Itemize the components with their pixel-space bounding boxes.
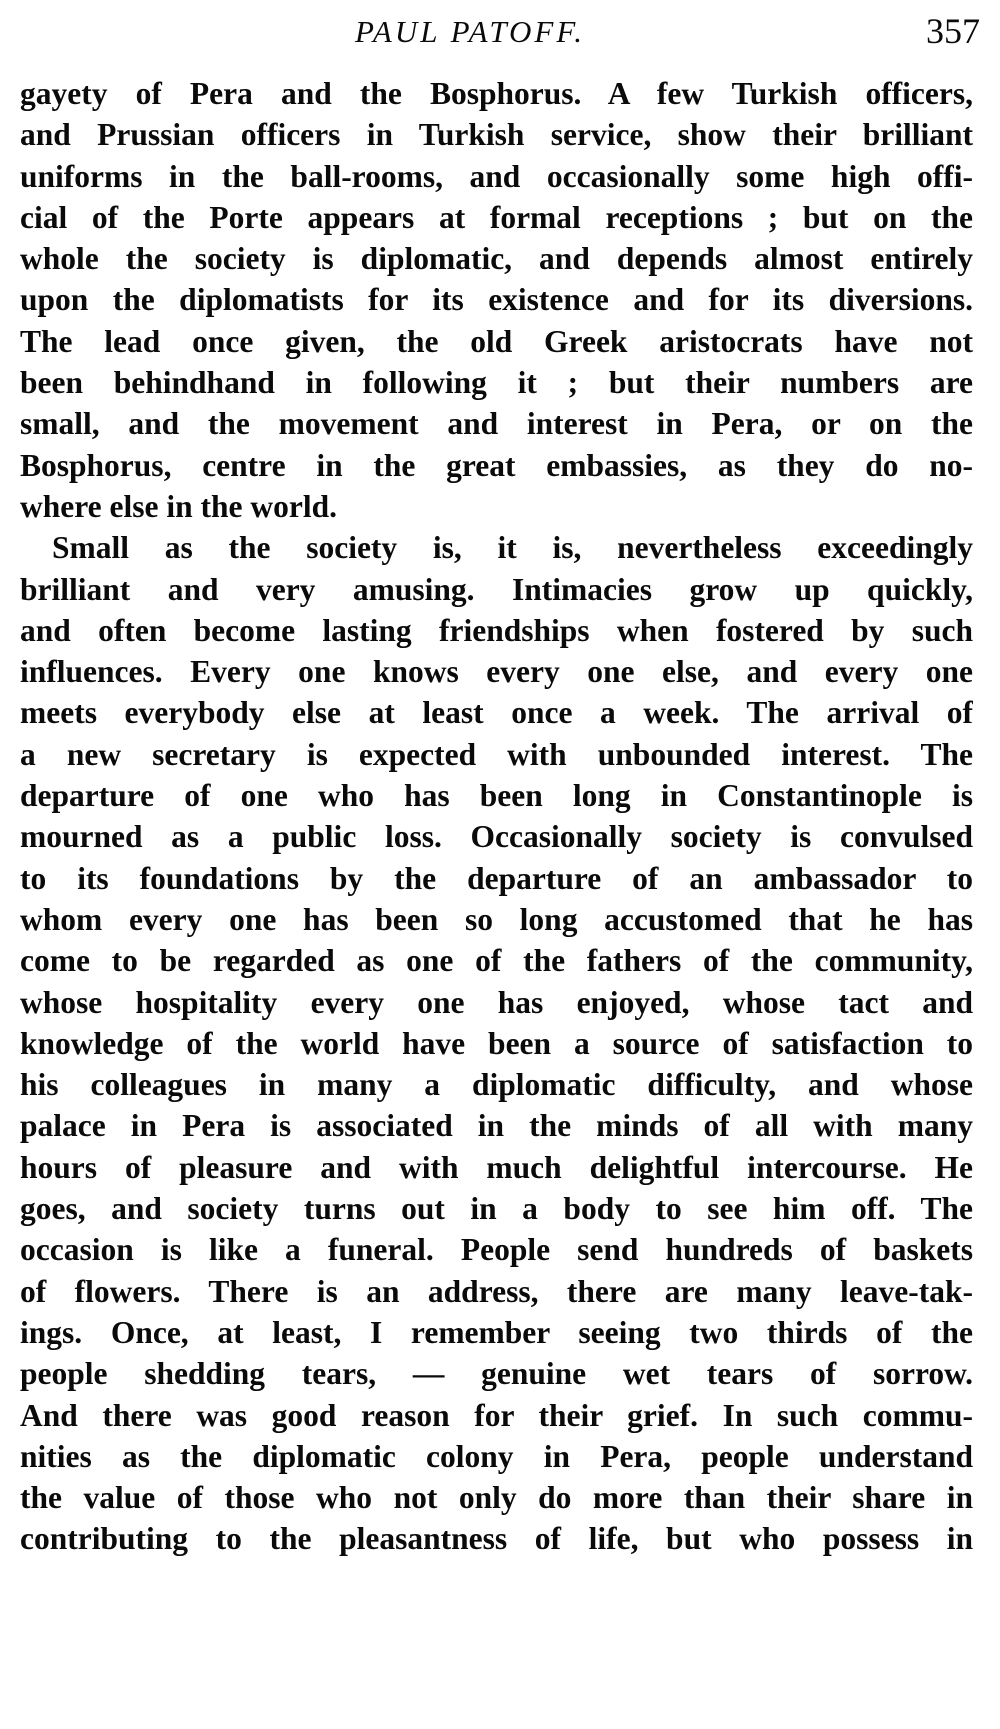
text-line: whole the society is diplomatic, and depends almost entirely xyxy=(20,241,973,277)
text-line: And there was good reason for their grief. In such commu- xyxy=(20,1397,973,1433)
text-line: upon the diplomatists for its existence and for its diversions. xyxy=(20,282,973,318)
text-line: small, and the movement and interest in Pera, or on the xyxy=(20,406,973,442)
text-line: come to be regarded as one of the fathers of the community, xyxy=(20,943,973,979)
text-line: a new secretary is expected with unbounded interest. The xyxy=(20,736,973,772)
page-number: 357 xyxy=(926,11,980,51)
text-line: people shedding tears, — genuine wet tears of sorrow. xyxy=(20,1356,973,1392)
text-line: hours of pleasure and with much delightful intercourse. He xyxy=(20,1149,973,1185)
text-line: his colleagues in many a diplomatic difficulty, and whose xyxy=(20,1067,973,1103)
text-line: The lead once given, the old Greek aristocrats have not xyxy=(20,323,973,359)
text-line: mourned as a public loss. Occasionally society is convulsed xyxy=(20,819,973,855)
text-line: gayety of Pera and the Bosphorus. A few Turkish officers, xyxy=(20,76,973,111)
paragraph-end-line: where else in the world. xyxy=(20,488,337,524)
text-line: been behindhand in following it ; but their numbers are xyxy=(20,365,973,401)
text-line: goes, and society turns out in a body to see him off. The xyxy=(20,1191,973,1227)
text-line: the value of those who not only do more than their share in xyxy=(20,1480,973,1516)
text-line: and often become lasting friendships when fostered by such xyxy=(20,612,973,648)
text-line: meets everybody else at least once a week. The arrival of xyxy=(20,695,973,731)
text-line: nities as the diplomatic colony in Pera, people understand xyxy=(20,1438,973,1474)
running-title: PAUL PATOFF. xyxy=(354,14,586,49)
text-line: uniforms in the ball-rooms, and occasionally some high offi- xyxy=(20,158,973,194)
text-line: whom every one has been so long accustomed that he has xyxy=(20,901,973,937)
text-line: departure of one who has been long in Constantinople is xyxy=(20,778,973,814)
text-line: whose hospitality every one has enjoyed, whose tact and xyxy=(20,984,973,1020)
text-line: to its foundations by the departure of an ambassador to xyxy=(20,860,973,896)
text-line: of flowers. There is an address, there are many leave-tak- xyxy=(20,1273,973,1309)
text-line: contributing to the pleasantness of life, but who possess in xyxy=(20,1521,973,1557)
text-line: ings. Once, at least, I remember seeing two thirds of the xyxy=(20,1314,973,1350)
paragraph-start-line: Small as the society is, it is, nevertheless exceedingly xyxy=(52,530,973,566)
text-line: cial of the Porte appears at formal receptions ; but on the xyxy=(20,199,973,235)
text-line: brilliant and very amusing. Intimacies grow up quickly, xyxy=(20,571,973,607)
text-line: knowledge of the world have been a source of satisfaction to xyxy=(20,1025,973,1061)
text-line: influences. Every one knows every one else, and every one xyxy=(20,654,973,690)
text-line: and Prussian officers in Turkish service, show their brilliant xyxy=(20,117,973,153)
text-line: occasion is like a funeral. People send hundreds of baskets xyxy=(20,1232,973,1268)
body-text xyxy=(20,73,973,1560)
text-line: Bosphorus, centre in the great embassies, as they do no- xyxy=(20,447,973,483)
text-line: palace in Pera is associated in the minds of all with many xyxy=(20,1108,973,1144)
running-head xyxy=(0,4,1000,64)
